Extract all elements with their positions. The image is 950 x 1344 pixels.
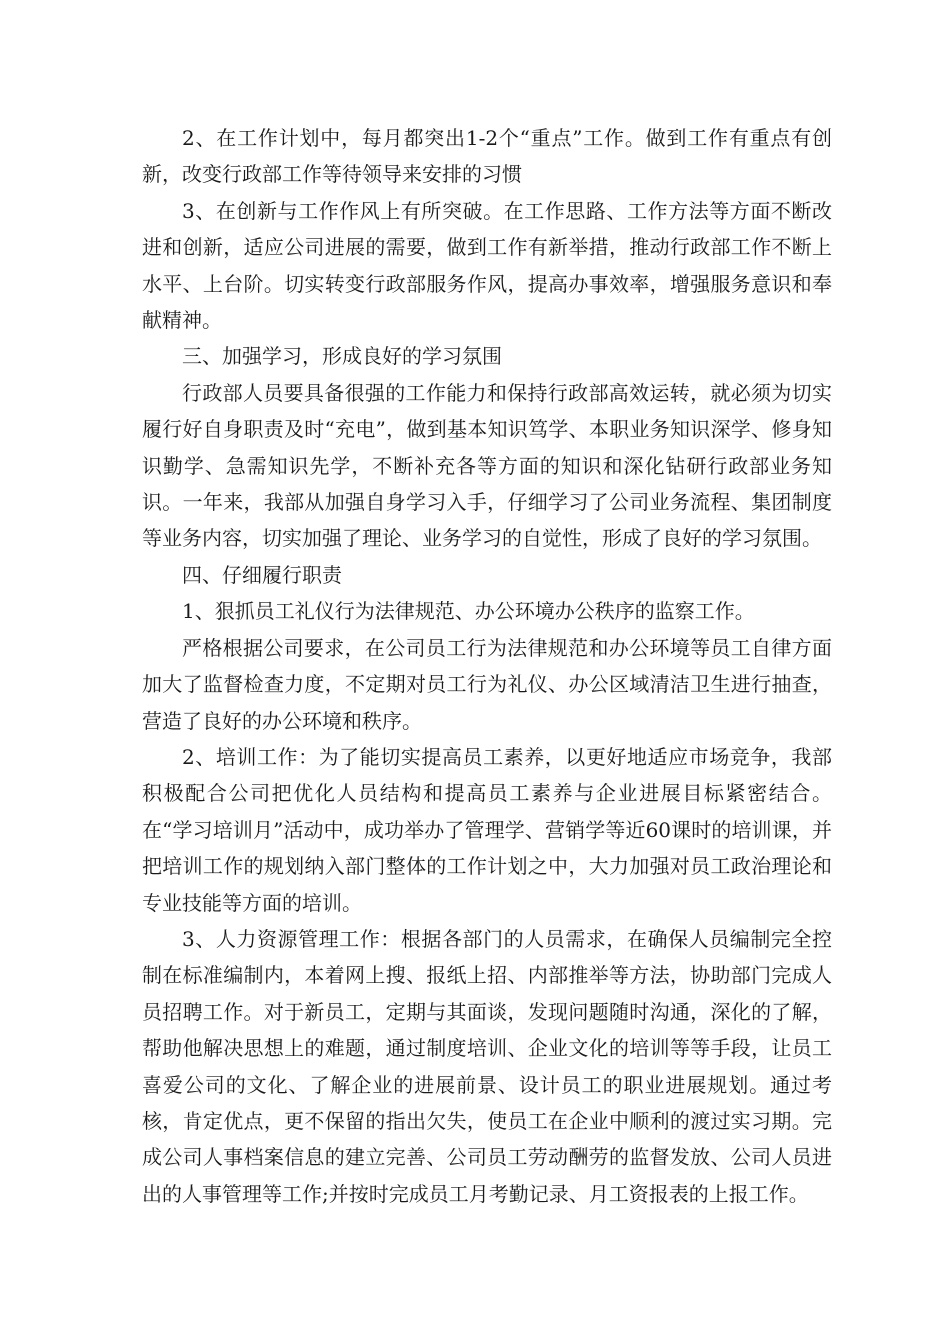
paragraph-etiquette-supervision: 1、狠抓员工礼仪行为法律规范、办公环境办公秩序的监察工作。 <box>182 599 755 624</box>
paragraph-inspection-detail: 严格根据公司要求，在公司员工行为法律规范和办公环境等员工自律方面加大了监督检查力度，不定期对员工行为礼仪、办公区域清洁卫生进行抽查，营造了良好的办公环境和秩序。 <box>142 635 832 733</box>
document-page <box>142 120 832 1212</box>
paragraph-hr-management: 3、人力资源管理工作：根据各部门的人员需求，在确保人员编制完全控制在标准编制内，本着网上搜、报纸上招、内部推举等方法，协助部门完成人员招聘工作。对于新员工，定期与其面谈，发现问题随时沟通，深化的了解，帮助他解决思想上的难题，通过制度培训、企业文化的培训等等手段，让员工喜爱公司的文化、了解企业的进展前景、设计员工的职业进展规划。通过考核，肯定优点，更不保留的指出欠失，使员工在企业中顺利的渡过实习期。完成公司人事档案信息的建立完善、公司员工劳动酬劳的监督发放、公司人员进出的人事管理等工作;并按时完成员工月考勤记录、月工资报表的上报工作。 <box>142 926 832 1206</box>
paragraph-work-plan-focus: 2、在工作计划中，每月都突出1-2个“重点”工作。做到工作有重点有创新，改变行政部工作等待领导来安排的习惯 <box>142 126 832 187</box>
section-heading-learning: 三、加强学习，形成良好的学习氛围 <box>182 344 502 369</box>
paragraph-training-work: 2、培训工作：为了能切实提高员工素养，以更好地适应市场竞争，我部积极配合公司把优化人员结构和提高员工素养与企业进展目标紧密结合。在“学习培训月”活动中，成功举办了管理学、营销学等近60课时的培训课，并把培训工作的规划纳入部门整体的工作计划之中，大力加强对员工政治理论和专业技能等方面的培训。 <box>142 744 832 915</box>
paragraph-learning-atmosphere: 行政部人员要具备很强的工作能力和保持行政部高效运转，就必须为切实履行好自身职责及时“充电”，做到基本知识笃学、本职业务知识深学、修身知识勤学、急需知识先学，不断补充各等方面的知识和深化钻研行政部业务知识。一年来，我部从加强自身学习入手，仔细学习了公司业务流程、集团制度等业务内容，切实加强了理论、业务学习的自觉性，形成了良好的学习氛围。 <box>142 380 832 551</box>
section-heading-duties: 四、仔细履行职责 <box>182 562 342 587</box>
paragraph-innovation-style: 3、在创新与工作作风上有所突破。在工作思路、工作方法等方面不断改进和创新，适应公司进展的需要，做到工作有新举措，推动行政部工作不断上水平、上台阶。切实转变行政部服务作风，提高办事效率，增强服务意识和奉献精神。 <box>142 198 832 333</box>
